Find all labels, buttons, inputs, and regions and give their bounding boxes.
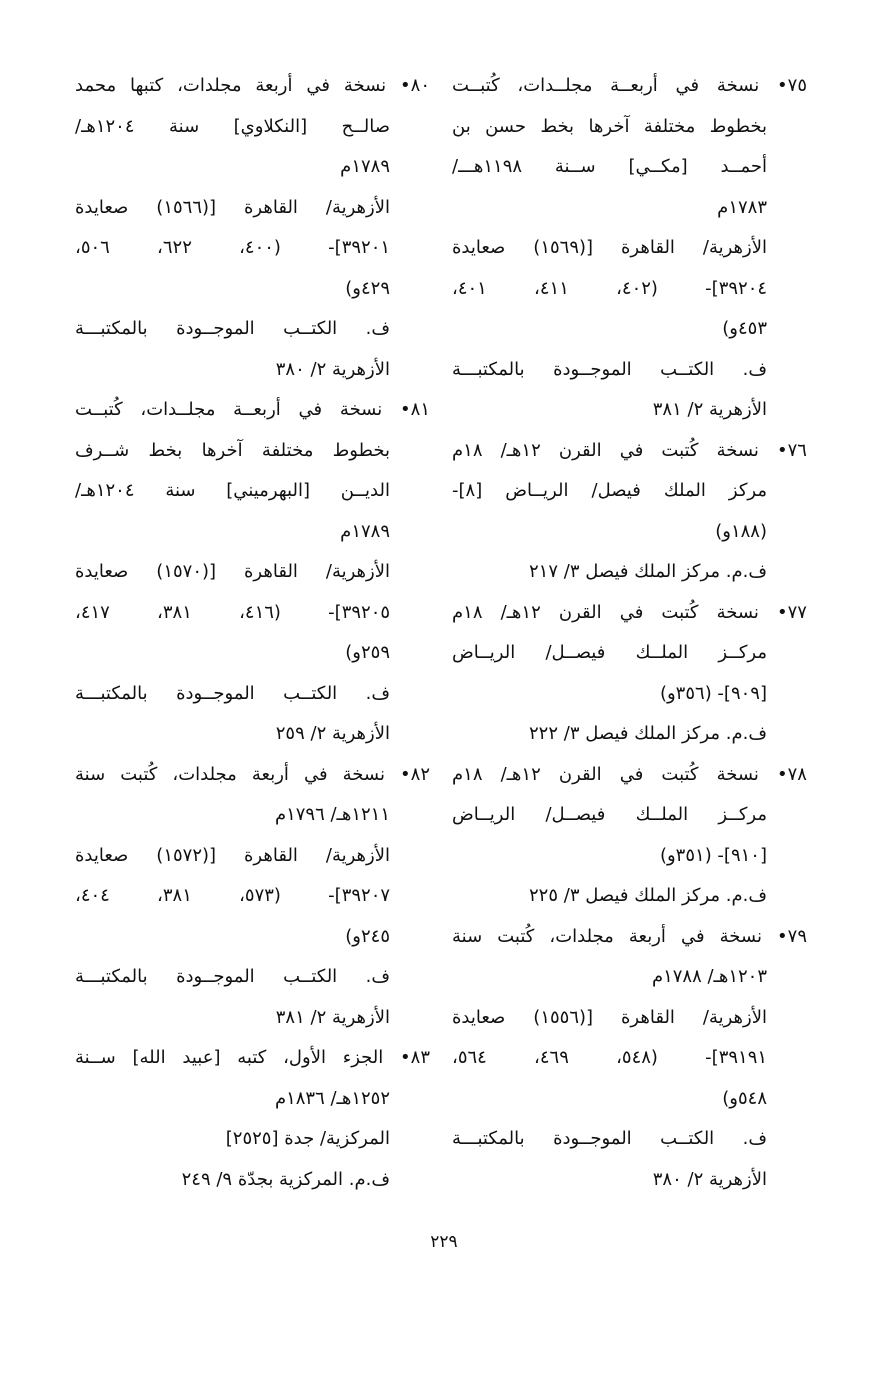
entry-line: ف.م. المركزية بجدّة ٩/ ٢٤٩ <box>181 1168 390 1190</box>
entry-line: صالــح [النكلاوي] سنة ١٢٠٤هـ/ <box>75 115 390 137</box>
entry-line: مركــز الملــك فيصــل/ الريــاض <box>452 804 767 825</box>
entry-line: ٣٩٢٠٧]- (٥٧٣، ٣٨١، ٤٠٤، <box>75 885 391 906</box>
manuscript-entry <box>75 755 430 1039</box>
page-number: ٢٢٩ <box>430 1232 458 1252</box>
entry-line: ٢٥٩و) <box>345 642 390 663</box>
entry-heading-line: ٧٥• نسخة في أربعــة مجلــدات، كُتبــت <box>452 75 807 96</box>
entry-line: ٣٩٢٠٤]- (٤٠٢، ٤١١، ٤٠١، <box>452 277 768 299</box>
entry-line: ١٢١١هـ/ ١٧٩٦م <box>274 804 390 825</box>
entry-line: ف.م. مركز الملك فيصل ٣/ ٢٢٢ <box>529 723 767 744</box>
entry-heading-line: ٨٠• نسخة في أربعة مجلدات، كتبها محمد <box>75 75 430 96</box>
entry-line: الأزهرية/ القاهرة [(١٥٦٦) صعايدة <box>75 196 390 218</box>
entry-line: ٥٤٨و) <box>722 1087 767 1109</box>
entry-heading-line: ٧٨• نسخة كُتبت في القرن ١٢هـ/ ١٨م <box>452 763 807 785</box>
entry-line: بخطوط مختلفة آخرها بخط حسن بن <box>452 115 767 137</box>
entry-line: الأزهرية/ القاهرة [(١٥٦٩) صعايدة <box>452 237 767 258</box>
entry-line: ف. الكتــب الموجــودة بالمكتبـــة <box>75 318 390 339</box>
entry-line: الأزهرية ٢/ ٣٨١ <box>275 1006 390 1028</box>
manuscript-entry <box>452 755 807 917</box>
entry-line: الأزهرية/ القاهرة [(١٥٧٠) صعايدة <box>75 561 390 582</box>
manuscript-entry <box>452 593 807 755</box>
entry-line: ١٢٥٢هـ/ ١٨٣٦م <box>274 1087 390 1109</box>
entry-line: المركزية/ جدة [٢٥٢٥] <box>225 1128 390 1149</box>
left-column <box>75 66 430 1200</box>
entry-line: ف.م. مركز الملك فيصل ٣/ ٢١٧ <box>529 561 767 582</box>
entry-heading-line: ٧٩• نسخة في أربعة مجلدات، كُتبت سنة <box>452 925 807 947</box>
entry-line: مركــز الملــك فيصــل/ الريــاض <box>452 642 767 663</box>
entry-line: أحمــد [مكــي] ســنة ١١٩٨هـــ/ <box>452 156 767 177</box>
entry-line: الأزهرية/ القاهرة [(١٥٥٦) صعايدة <box>452 1006 767 1028</box>
entry-line: ٤٥٣و) <box>722 318 767 339</box>
entry-heading-line: ٨٢• نسخة في أربعة مجلدات، كُتبت سنة <box>75 763 430 785</box>
entry-line: ف. الكتــب الموجــودة بالمكتبـــة <box>75 682 390 704</box>
entry-heading-line: ٨١• نسخة في أربعــة مجلــدات، كُتبــت <box>75 399 430 420</box>
right-column <box>452 66 807 1200</box>
entry-line: ١٢٠٣هـ/ ١٧٨٨م <box>651 966 767 987</box>
entry-line: الأزهرية/ القاهرة [(١٥٧٢) صعايدة <box>75 844 390 866</box>
entry-line: بخطوط مختلفة آخرها بخط شــرف <box>75 439 390 461</box>
entry-line: ٣٩٢٠٥]- (٤١٦، ٣٨١، ٤١٧، <box>75 601 391 623</box>
entry-line: ٣٩١٩١]- (٥٤٨، ٤٦٩، ٥٦٤، <box>452 1047 768 1068</box>
entry-line: الأزهرية ٢/ ٣٨١ <box>652 399 767 420</box>
entry-line: مركز الملك فيصل/ الريــاض [٨]- <box>452 480 767 501</box>
entry-line: ٤٢٩و) <box>345 277 390 299</box>
manuscript-entry <box>452 917 807 1201</box>
manuscript-entry <box>75 390 430 755</box>
entry-line: الأزهرية ٢/ ٣٨٠ <box>652 1168 767 1190</box>
entry-line: ١٧٨٩م <box>340 520 390 542</box>
manuscript-entry <box>75 1038 430 1200</box>
manuscript-entry <box>452 431 807 593</box>
manuscript-entry <box>452 66 807 431</box>
entry-heading-line: ٨٣• الجزء الأول، كتبه [عبيد الله] ســنة <box>75 1047 430 1068</box>
entry-line: [٩١٠]- (٣٥١و) <box>659 844 767 866</box>
entry-line: الديــن [البهرميني] سنة ١٢٠٤هـ/ <box>75 480 390 501</box>
entry-line: ١٧٨٩م <box>340 156 390 177</box>
entry-heading-line: ٧٧• نسخة كُتبت في القرن ١٢هـ/ ١٨م <box>452 601 807 623</box>
entry-line: (١٨٨و) <box>715 520 767 542</box>
entry-line: ف.م. مركز الملك فيصل ٣/ ٢٢٥ <box>529 885 767 906</box>
entry-line: [٩٠٩]- (٣٥٦و) <box>659 682 767 704</box>
entry-line: الأزهرية ٢/ ٢٥٩ <box>275 723 390 744</box>
entry-line: ٢٤٥و) <box>345 925 390 947</box>
entry-line: ف. الكتــب الموجــودة بالمكتبـــة <box>452 358 767 380</box>
entry-line: الأزهرية ٢/ ٣٨٠ <box>275 358 390 380</box>
entry-heading-line: ٧٦• نسخة كُتبت في القرن ١٢هـ/ ١٨م <box>452 439 807 461</box>
entry-line: ف. الكتــب الموجــودة بالمكتبـــة <box>75 966 390 987</box>
entry-line: ف. الكتــب الموجــودة بالمكتبـــة <box>452 1128 767 1149</box>
manuscript-entry <box>75 66 430 390</box>
entry-line: ١٧٨٣م <box>717 196 767 218</box>
entry-line: ٣٩٢٠١]- (٤٠٠، ٦٢٢، ٥٠٦، <box>75 237 391 258</box>
